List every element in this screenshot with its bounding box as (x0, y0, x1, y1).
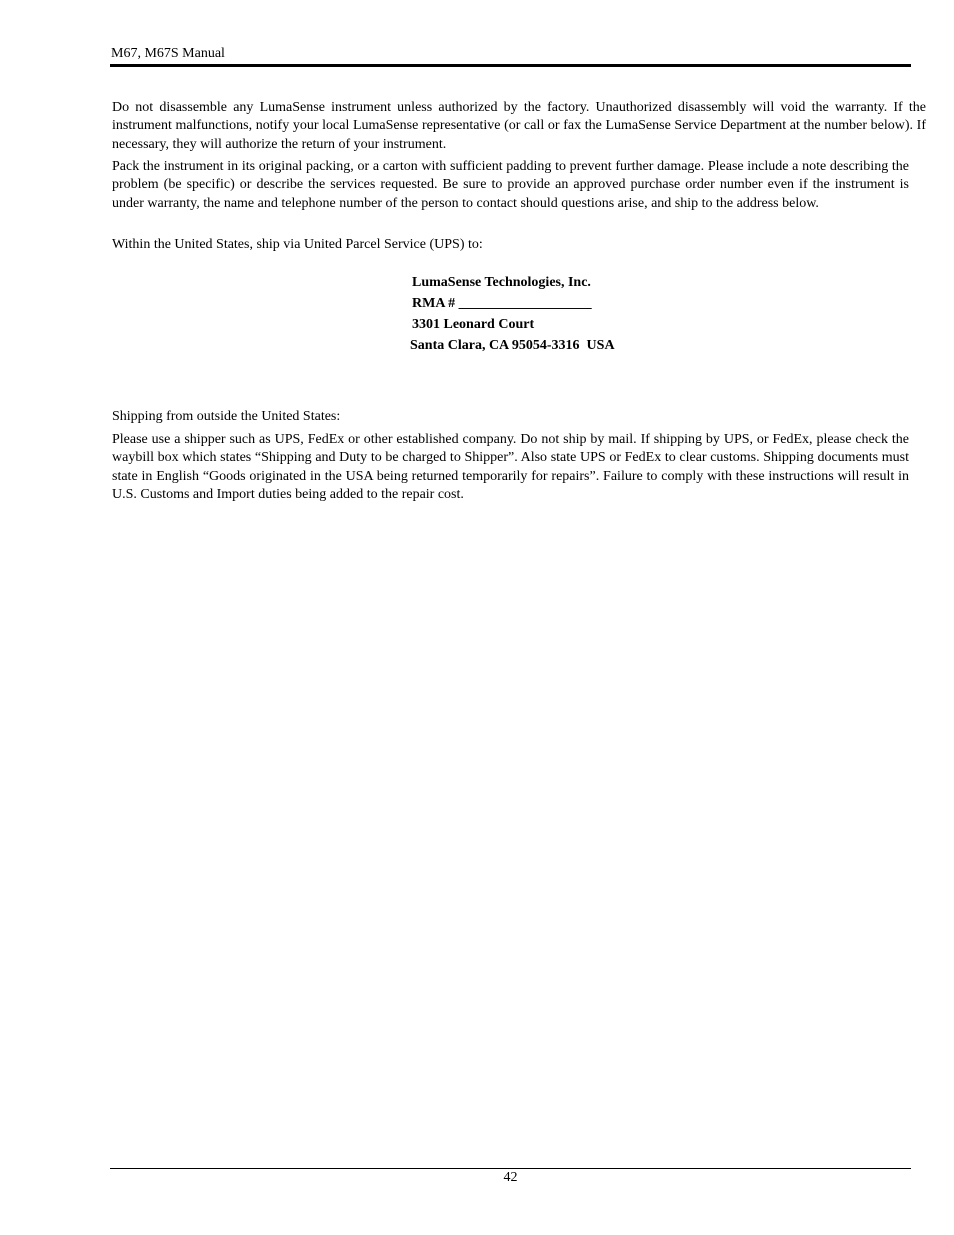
paragraph-international-instructions: Please use a shipper such as UPS, FedEx or other established company. Do not ship by mail. If shipping by UPS, or FedEx, please check the waybill box which states “Shipping and Duty to be charged to Shipper”. Also state UPS or FedEx to clear customs. Shipping documents must state in English “Goods originated in the USA being returned temporarily for repairs”. Failure to comply with these instructions will result in U.S. Customs and Import duties being added to the repair cost. (112, 432, 909, 502)
paragraph-disassembly-warning: Do not disassemble any LumaSense instrument unless authorized by the factory. Unauthorized disassembly will void the warranty. If the instrument malfunctions, notify your local LumaSense representative (or call or fax the LumaSense Service Department at the number below). If necessary, they will authorize the return of your instrument. (112, 100, 926, 152)
address-company: LumaSense Technologies, Inc. (412, 275, 591, 290)
header-divider (110, 64, 911, 67)
running-header-title: M67, M67S Manual (111, 46, 225, 61)
shipping-address-block (412, 272, 615, 356)
page-number: 42 (503, 1170, 518, 1185)
paragraph-packing-instructions: Pack the instrument in its original packing, or a carton with sufficient padding to prevent further damage. Please include a note describing the problem (be specific) or describe the services requested. Be sure to provide an approved purchase order number even if the instrument is under warranty, the name and telephone number of the person to contact should questions arise, and ship to the address below. (112, 159, 909, 211)
address-city: Santa Clara, CA 95054-3316 USA (410, 338, 615, 353)
paragraph-us-shipping: Within the United States, ship via United Parcel Service (UPS) to: (112, 237, 483, 252)
address-rma-line: RMA # ___________________ (412, 296, 592, 311)
address-street: 3301 Leonard Court (412, 317, 535, 332)
paragraph-international-heading: Shipping from outside the United States: (112, 409, 341, 424)
